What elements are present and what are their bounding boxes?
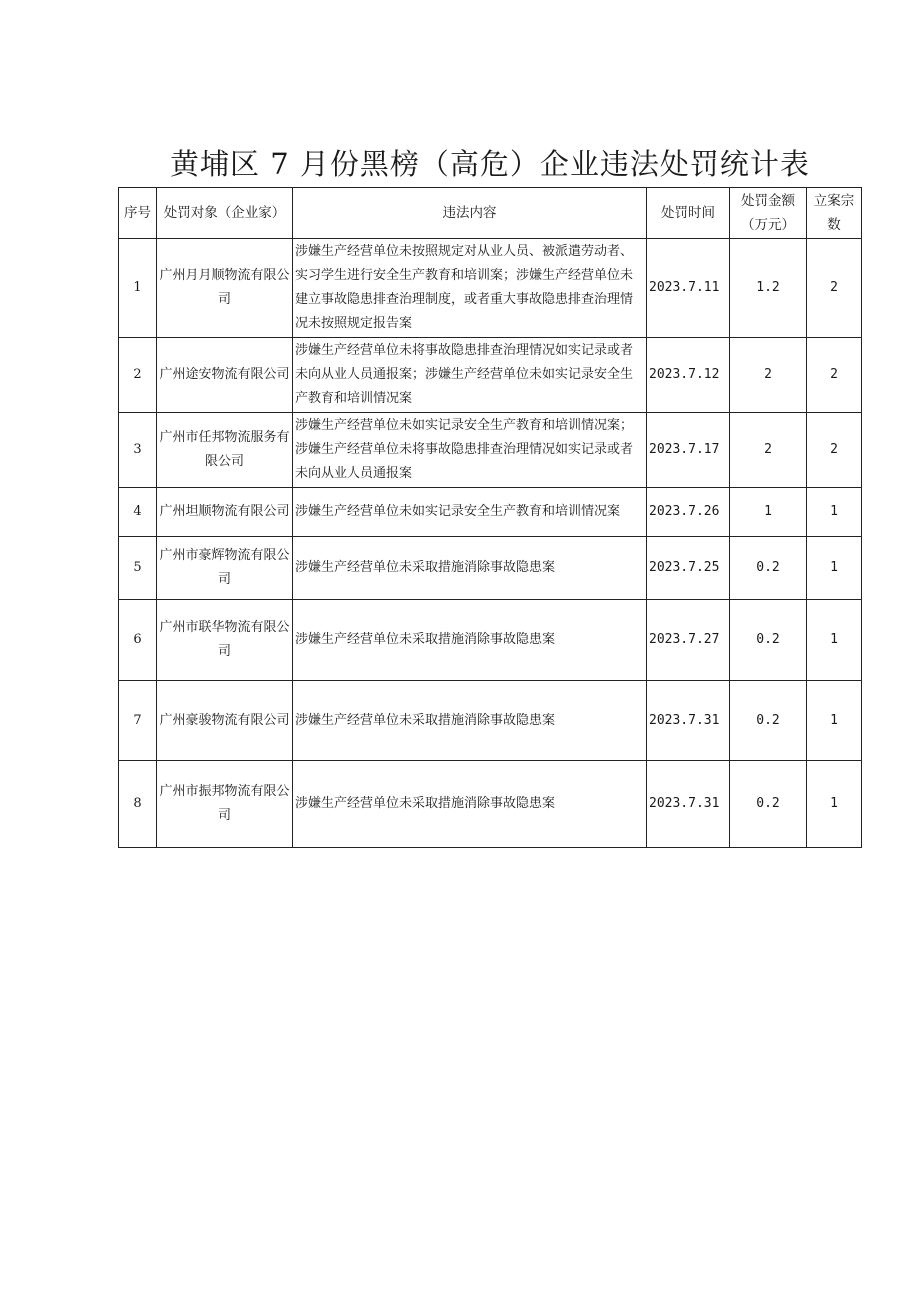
cell-seq: 2: [119, 338, 157, 413]
cell-amount: 0.2: [730, 761, 807, 848]
cell-cases: 1: [807, 761, 862, 848]
cell-time: 2023.7.11: [647, 239, 730, 338]
cell-time: 2023.7.26: [647, 488, 730, 537]
cell-amount: 0.2: [730, 681, 807, 761]
header-target: 处罚对象（企业家）: [157, 188, 293, 239]
cell-seq: 6: [119, 600, 157, 681]
cell-seq: 1: [119, 239, 157, 338]
cell-seq: 8: [119, 761, 157, 848]
header-cases: 立案宗数: [807, 188, 862, 239]
table-row: [119, 413, 862, 488]
cell-time: 2023.7.25: [647, 537, 730, 600]
cell-time: 2023.7.12: [647, 338, 730, 413]
cell-amount: 2: [730, 338, 807, 413]
cell-cases: 2: [807, 338, 862, 413]
table-row: [119, 761, 862, 848]
header-content: 违法内容: [293, 188, 647, 239]
table-row: [119, 338, 862, 413]
page-title: 黄埔区 7 月份黑榜（高危）企业违法处罚统计表: [170, 147, 810, 181]
cell-time: 2023.7.17: [647, 413, 730, 488]
cell-amount: 1: [730, 488, 807, 537]
cell-cases: 1: [807, 600, 862, 681]
cell-target: 广州豪骏物流有限公司: [157, 681, 293, 761]
cell-content: 涉嫌生产经营单位未如实记录安全生产教育和培训情况案: [293, 488, 647, 537]
table-row: [119, 600, 862, 681]
table-row: [119, 537, 862, 600]
cell-target: 广州市豪辉物流有限公司: [157, 537, 293, 600]
cell-time: 2023.7.31: [647, 681, 730, 761]
table-row: [119, 681, 862, 761]
cell-target: 广州月月顺物流有限公司: [157, 239, 293, 338]
cell-time: 2023.7.31: [647, 761, 730, 848]
cell-seq: 4: [119, 488, 157, 537]
cell-time: 2023.7.27: [647, 600, 730, 681]
penalty-table: [118, 187, 862, 848]
table-row: [119, 239, 862, 338]
header-amount: 处罚金额（万元）: [730, 188, 807, 239]
cell-cases: 1: [807, 681, 862, 761]
header-row: [119, 188, 862, 239]
cell-target: 广州市联华物流有限公司: [157, 600, 293, 681]
cell-cases: 2: [807, 239, 862, 338]
cell-amount: 2: [730, 413, 807, 488]
cell-cases: 1: [807, 537, 862, 600]
cell-target: 广州途安物流有限公司: [157, 338, 293, 413]
cell-amount: 0.2: [730, 537, 807, 600]
cell-seq: 7: [119, 681, 157, 761]
cell-amount: 1.2: [730, 239, 807, 338]
cell-content: 涉嫌生产经营单位未如实记录安全生产教育和培训情况案；涉嫌生产经营单位未将事故隐患排查治理情况如实记录或者未向从业人员通报案: [293, 413, 647, 488]
cell-seq: 5: [119, 537, 157, 600]
cell-content: 涉嫌生产经营单位未按照规定对从业人员、被派遣劳动者、实习学生进行安全生产教育和培训案；涉嫌生产经营单位未建立事故隐患排查治理制度，或者重大事故隐患排查治理情况未按照规定报告案: [293, 239, 647, 338]
table-row: [119, 488, 862, 537]
cell-content: 涉嫌生产经营单位未将事故隐患排查治理情况如实记录或者未向从业人员通报案；涉嫌生产经营单位未如实记录安全生产教育和培训情况案: [293, 338, 647, 413]
cell-seq: 3: [119, 413, 157, 488]
header-time: 处罚时间: [647, 188, 730, 239]
cell-content: 涉嫌生产经营单位未采取措施消除事故隐患案: [293, 537, 647, 600]
cell-content: 涉嫌生产经营单位未采取措施消除事故隐患案: [293, 600, 647, 681]
cell-cases: 1: [807, 488, 862, 537]
cell-target: 广州坦顺物流有限公司: [157, 488, 293, 537]
cell-content: 涉嫌生产经营单位未采取措施消除事故隐患案: [293, 681, 647, 761]
cell-content: 涉嫌生产经营单位未采取措施消除事故隐患案: [293, 761, 647, 848]
cell-amount: 0.2: [730, 600, 807, 681]
cell-target: 广州市任邦物流服务有限公司: [157, 413, 293, 488]
header-seq: 序号: [119, 188, 157, 239]
cell-cases: 2: [807, 413, 862, 488]
cell-target: 广州市振邦物流有限公司: [157, 761, 293, 848]
